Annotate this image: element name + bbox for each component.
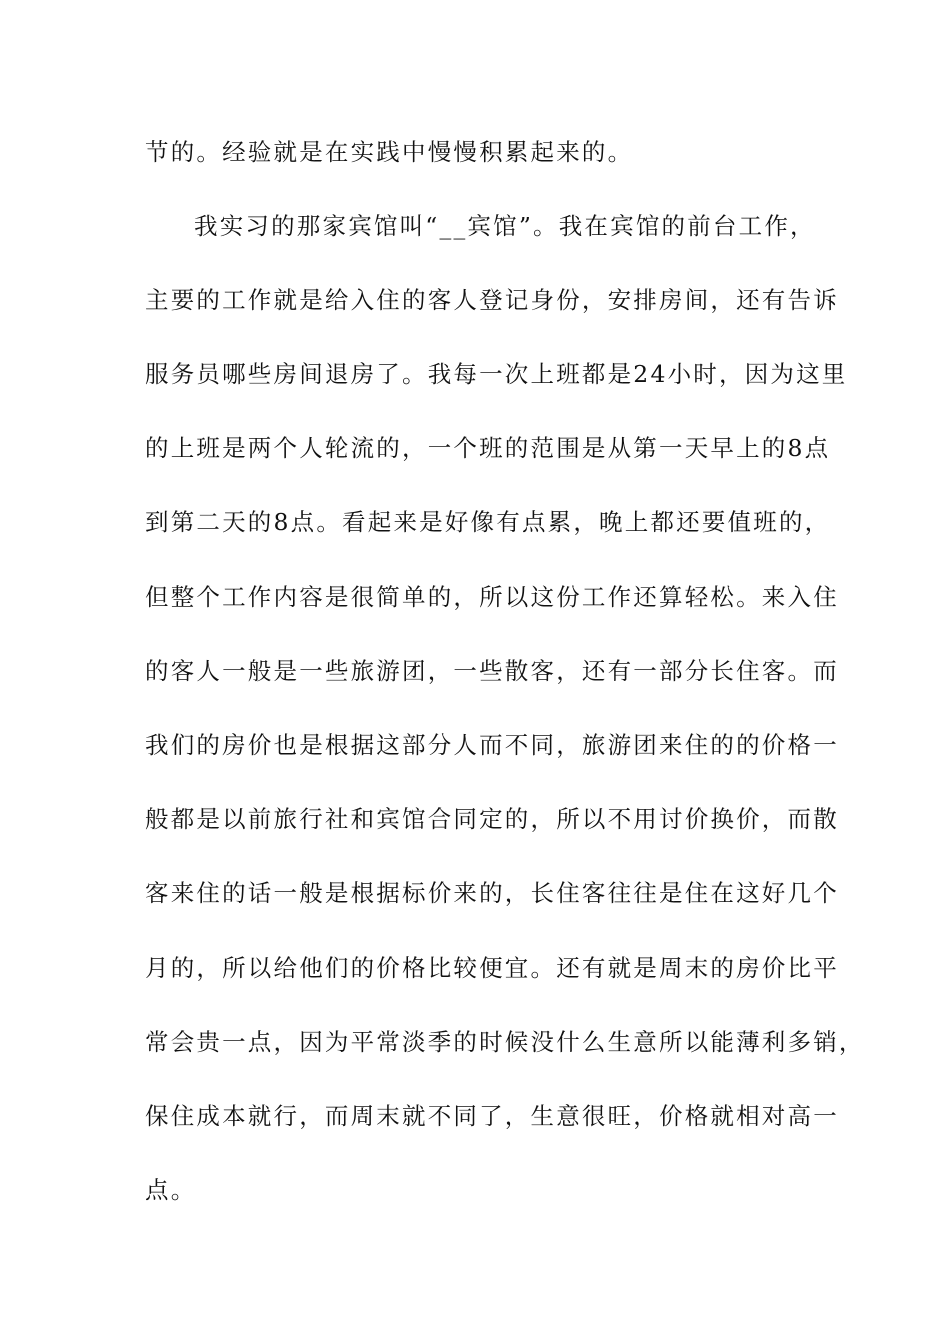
text-line: 到第二天的8点。看起来是好像有点累，晚上都还要值班的， <box>145 508 831 536</box>
text-line: 我们的房价也是根据这部分人而不同，旅游团来住的的价格一 <box>145 731 839 759</box>
text-line: 月的，所以给他们的价格比较便宜。还有就是周末的房价比平 <box>145 954 839 982</box>
paragraph-first-line: 我实习的那家宾馆叫“__宾馆”。我在宾馆的前台工作， <box>194 212 816 240</box>
text-line: 主要的工作就是给入住的客人登记身份，安排房间，还有告诉 <box>145 286 839 314</box>
text-line: 点。 <box>145 1176 197 1204</box>
text-line: 般都是以前旅行社和宾馆合同定的，所以不用讨价换价，而散 <box>145 805 839 833</box>
text-line: 常会贵一点，因为平常淡季的时候没什么生意所以能薄利多销， <box>145 1028 865 1056</box>
text-line: 客来住的话一般是根据标价来的，长住客往往是住在这好几个 <box>145 879 839 907</box>
text-line: 保住成本就行，而周末就不同了，生意很旺，价格就相对高一 <box>145 1102 839 1130</box>
text-line: 节的。经验就是在实践中慢慢积累起来的。 <box>145 138 634 166</box>
text-line: 服务员哪些房间退房了。我每一次上班都是24小时，因为这里 <box>145 360 848 388</box>
text-line: 但整个工作内容是很简单的，所以这份工作还算轻松。来入住 <box>145 583 839 611</box>
text-line: 的上班是两个人轮流的，一个班的范围是从第一天早上的8点 <box>145 434 831 462</box>
text-line: 的客人一般是一些旅游团，一些散客，还有一部分长住客。而 <box>145 657 839 685</box>
